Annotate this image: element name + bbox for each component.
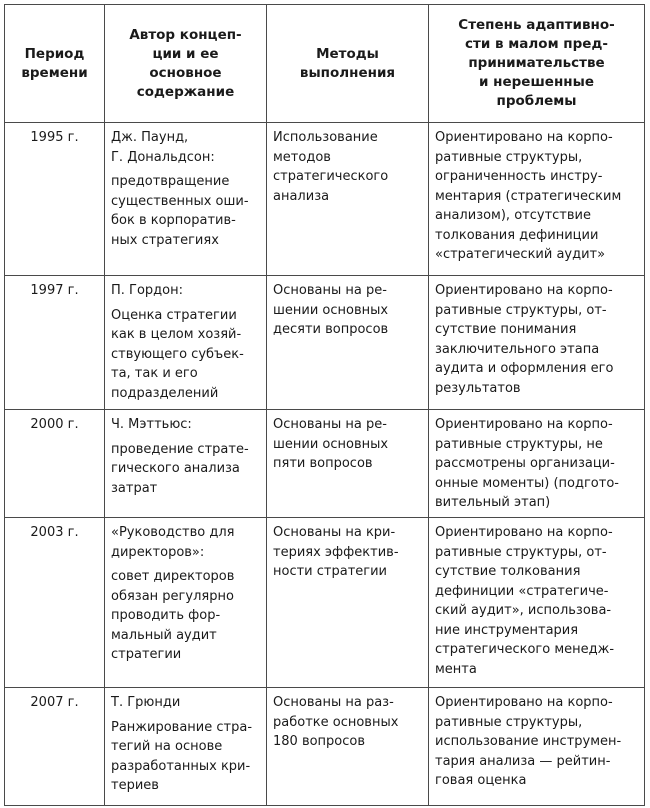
table-row bbox=[5, 518, 645, 688]
text-line: Ориентировано на корпо- bbox=[435, 130, 613, 145]
cell-methods bbox=[267, 688, 429, 806]
text-line: рассмотрены организаци- bbox=[435, 456, 615, 471]
header-methods: Методы выполнения bbox=[267, 5, 429, 123]
cell-adaptivity bbox=[429, 123, 645, 276]
text-line: шении основных bbox=[273, 302, 389, 318]
text-line: анализом), отсутствие bbox=[435, 208, 591, 223]
table-row bbox=[5, 276, 645, 410]
text-line: гического анализа bbox=[111, 461, 240, 476]
text-line: существенных оши- bbox=[111, 193, 249, 209]
text-line: Дж. Паунд, bbox=[111, 130, 189, 145]
text-line: работке основных bbox=[273, 714, 399, 730]
cell-methods bbox=[267, 276, 429, 410]
text-line: директоров»: bbox=[111, 544, 205, 560]
text-line: 180 вопросов bbox=[273, 734, 366, 749]
author-name bbox=[111, 281, 260, 301]
text-line: проводить фор- bbox=[111, 608, 221, 623]
text-line: дефиниции «стратегиче- bbox=[435, 583, 609, 599]
text-line: как в целом хозяй- bbox=[111, 327, 242, 342]
text-line: териев bbox=[111, 778, 159, 793]
text-line: методов bbox=[273, 149, 331, 165]
cell-adaptivity bbox=[429, 688, 645, 806]
text-line: П. Гордон: bbox=[111, 283, 183, 298]
text-line: ности стратегии bbox=[273, 564, 387, 579]
text-line: онные моменты) (подгото- bbox=[435, 475, 619, 491]
text-line: Т. Грюнди bbox=[111, 695, 181, 710]
text-line: стратегического bbox=[273, 169, 389, 184]
header-row bbox=[5, 5, 645, 123]
cell-adaptivity bbox=[429, 518, 645, 688]
header-author: Автор концеп- ции и ее основное содержание bbox=[105, 5, 267, 123]
author-name bbox=[111, 693, 260, 713]
text-line: Ориентировано на корпо- bbox=[435, 417, 613, 432]
text-line: ных стратегиях bbox=[111, 232, 219, 248]
text-line: та, так и его bbox=[111, 366, 198, 381]
text-line: «Руководство для bbox=[111, 525, 235, 540]
text-line: анализа bbox=[273, 188, 330, 204]
text-line: ративные структуры, от- bbox=[435, 544, 607, 560]
text-line: затрат bbox=[111, 480, 158, 496]
text-line: использование инструмен- bbox=[435, 734, 622, 749]
text-line: подразделений bbox=[111, 385, 219, 401]
cell-period: 2007 г. bbox=[5, 688, 105, 806]
text-line: проведение страте- bbox=[111, 441, 249, 457]
concept-content bbox=[111, 306, 260, 404]
text-line: Ориентировано на корпо- bbox=[435, 695, 613, 710]
text-line: ративные структуры, не bbox=[435, 436, 603, 452]
cell-adaptivity bbox=[429, 276, 645, 410]
text-line: Основаны на ре- bbox=[273, 283, 387, 298]
cell-author bbox=[105, 518, 267, 688]
cell-author bbox=[105, 276, 267, 410]
author-name bbox=[111, 415, 260, 435]
text-line: «стратегический аудит» bbox=[435, 247, 606, 262]
text-line: стратегического менедж- bbox=[435, 642, 615, 657]
text-line: териях эффектив- bbox=[273, 544, 399, 560]
text-line: результатов bbox=[435, 380, 521, 396]
text-line: стратегии bbox=[111, 647, 182, 662]
cell-period: 1995 г. bbox=[5, 123, 105, 276]
cell-methods bbox=[267, 518, 429, 688]
text-line: шении основных bbox=[273, 436, 389, 452]
cell-period: 2000 г. bbox=[5, 410, 105, 518]
text-line: Ранжирование стра- bbox=[111, 719, 253, 735]
text-line: мента bbox=[435, 661, 477, 677]
cell-methods bbox=[267, 123, 429, 276]
concept-content bbox=[111, 172, 260, 250]
text-line: тария анализа — рейтин- bbox=[435, 753, 611, 769]
strategic-audit-table bbox=[4, 4, 645, 806]
text-line: ративные структуры, от- bbox=[435, 302, 607, 318]
text-line: обязан регулярно bbox=[111, 588, 234, 604]
cell-author bbox=[105, 410, 267, 518]
text-line: ограниченность инстру- bbox=[435, 169, 603, 184]
text-line: предотвращение bbox=[111, 174, 230, 189]
cell-adaptivity bbox=[429, 410, 645, 518]
text-line: Ориентировано на корпо- bbox=[435, 283, 613, 298]
text-line: ративные структуры, bbox=[435, 714, 583, 730]
text-line: Ч. Мэттьюс: bbox=[111, 417, 192, 432]
text-line: ментария (стратегическим bbox=[435, 188, 622, 204]
author-name bbox=[111, 128, 260, 167]
cell-period: 1997 г. bbox=[5, 276, 105, 410]
text-line: Использование bbox=[273, 130, 378, 145]
cell-author bbox=[105, 123, 267, 276]
table-row bbox=[5, 410, 645, 518]
text-line: вительный этап) bbox=[435, 495, 551, 510]
concept-content bbox=[111, 567, 260, 665]
text-line: мальный аудит bbox=[111, 627, 217, 643]
text-line: заключительного этапа bbox=[435, 341, 600, 357]
text-line: тегий на основе bbox=[111, 739, 223, 754]
text-line: совет директоров bbox=[111, 569, 235, 584]
text-line: Основаны на ре- bbox=[273, 417, 387, 432]
text-line: ствующего субъек- bbox=[111, 346, 244, 362]
header-period: Период времени bbox=[5, 5, 105, 123]
text-line: ние инструментария bbox=[435, 622, 579, 638]
text-line: толкования дефиниции bbox=[435, 227, 599, 243]
concept-content bbox=[111, 440, 260, 499]
cell-period: 2003 г. bbox=[5, 518, 105, 688]
text-line: ративные структуры, bbox=[435, 149, 583, 165]
text-line: аудита и оформления его bbox=[435, 361, 614, 376]
text-line: Ориентировано на корпо- bbox=[435, 525, 613, 540]
text-line: Основаны на раз- bbox=[273, 695, 394, 710]
text-line: Г. Дональдсон: bbox=[111, 149, 215, 165]
table-row bbox=[5, 123, 645, 276]
text-line: разработанных кри- bbox=[111, 758, 251, 774]
text-line: ский аудит», использова- bbox=[435, 603, 612, 618]
text-line: говая оценка bbox=[435, 773, 527, 788]
text-line: десяти вопросов bbox=[273, 322, 389, 337]
concept-content bbox=[111, 718, 260, 796]
cell-author bbox=[105, 688, 267, 806]
text-line: бок в корпоратив- bbox=[111, 213, 236, 228]
text-line: Оценка стратегии bbox=[111, 307, 237, 323]
author-name bbox=[111, 523, 260, 562]
table-row bbox=[5, 688, 645, 806]
cell-methods bbox=[267, 410, 429, 518]
text-line: Основаны на кри- bbox=[273, 525, 396, 540]
header-adaptivity: Степень адаптивно- сти в малом пред- принимательстве и нерешенные проблемы bbox=[429, 5, 645, 123]
table-body bbox=[5, 123, 645, 806]
text-line: пяти вопросов bbox=[273, 456, 373, 471]
text-line: сутствие толкования bbox=[435, 564, 581, 579]
text-line: сутствие понимания bbox=[435, 322, 577, 337]
